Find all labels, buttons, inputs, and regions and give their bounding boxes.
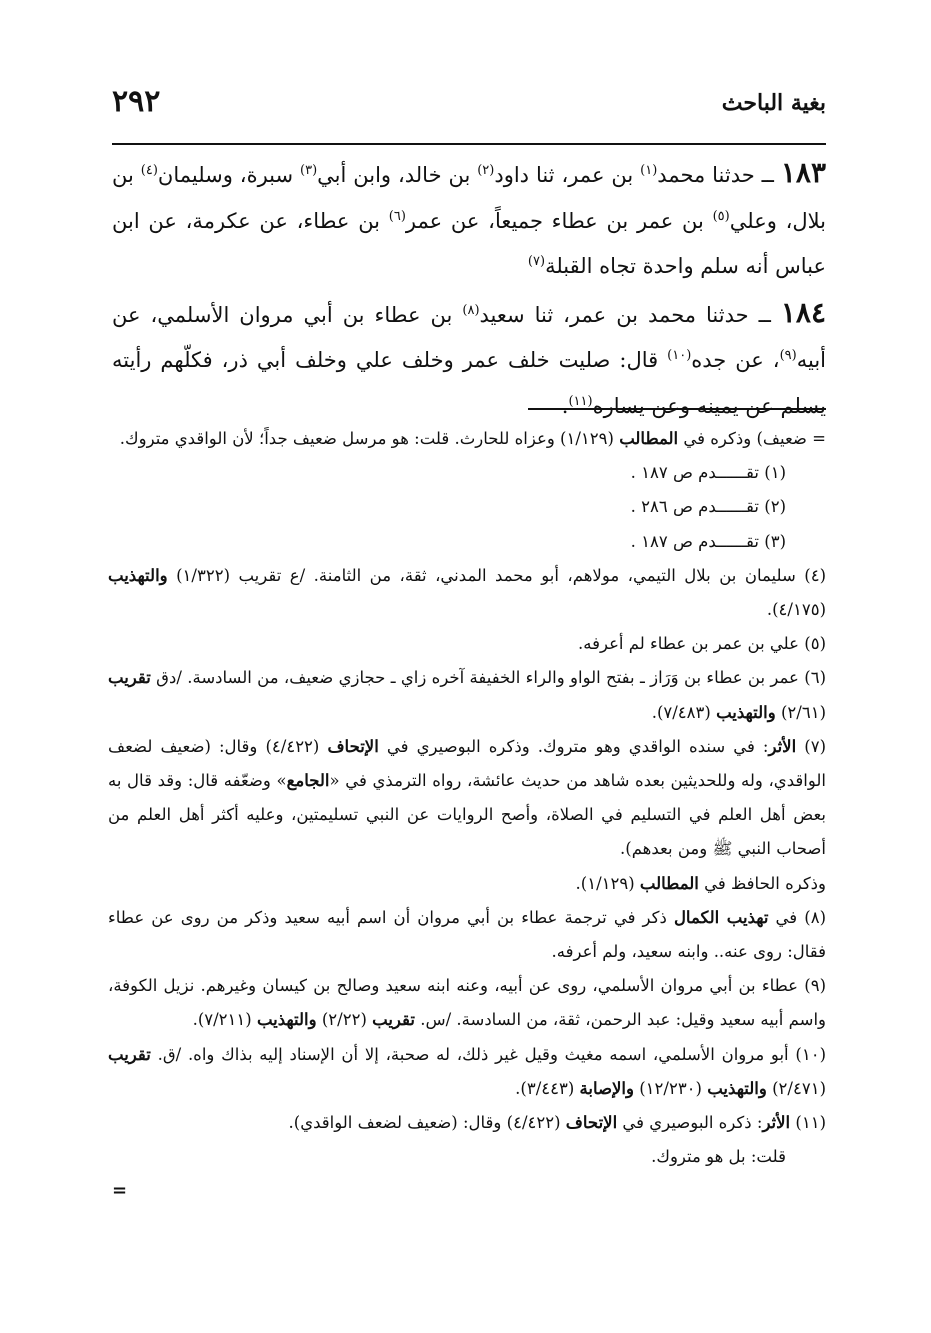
note-text: (٦) عمر بن عطاء بن وَرَاز ـ بفتح الواو والراء الخفيفة آخره زاي ـ حجازي ضعيف، من السادسة. /دق (150, 668, 826, 688)
footnote-3: (٣) تقــــــدم ص ١٨٧ . (630, 531, 786, 551)
footnote-4 (108, 559, 826, 627)
note-keyword: الأثر (762, 1113, 791, 1133)
book-title: تهذيب الكمال (673, 907, 769, 927)
footnote-ref: (٥) (712, 208, 730, 224)
hadith-text: بن بلال، وعلي (112, 163, 827, 233)
book-title: الإتحاف (565, 1113, 618, 1133)
book-title: والتهذيب (707, 1078, 767, 1098)
footnote-2: (٢) تقــــــدم ص ٢٨٦ . (630, 497, 786, 517)
page-number: ٢٩٢ (112, 84, 161, 119)
hadith-text: بن خالد، وابن أبي (317, 163, 478, 187)
hadith-text: بن عطاء بن أبي مروان الأسلمي، عن أبيه (112, 302, 827, 372)
book-title: والإصابة (579, 1078, 634, 1098)
footnote-9 (108, 969, 826, 1037)
hadith-text: ــ حدثنا محمد بن عمر، ثنا سعيد (479, 302, 781, 327)
note-text: (٨) في (768, 907, 826, 927)
note-text: (١/١٢٩) وعزاه للحارث. قلت: هو مرسل ضعيف جداً؛ لأن الواقدي متروك. (119, 429, 620, 448)
footnote-ref: (١) (640, 163, 658, 178)
note-text: وذكره الحافظ في (698, 873, 826, 893)
hadith-text: ــ حدثنا محمد (657, 163, 781, 187)
book-title: تقريب (108, 1044, 151, 1064)
footnote-7 (108, 730, 826, 867)
hadith-number: ١٨٣ (780, 156, 827, 189)
book-title: المطالب (639, 873, 699, 893)
footnote-ref: (٩) (779, 348, 797, 363)
book-title: المطالب (619, 429, 679, 448)
note-text: (١/١٢٩). (575, 873, 640, 893)
note-text: (٣/٤٤٣). (515, 1078, 580, 1098)
book-title: تقريب (108, 668, 151, 688)
footnote-continuation (108, 422, 826, 456)
hadith-text: بن عطاء، عن عكرمة، عن ابن عباس أنه سلم واحدة تجاه القبلة (112, 208, 826, 278)
footnote-8 (108, 901, 826, 969)
footnote-ref: (٢) (477, 163, 495, 178)
note-text: : ذكره البوصيري في (617, 1113, 763, 1133)
footnote-1: (١) تقــــــدم ص ١٨٧ . (630, 463, 786, 483)
hadith-text: . (561, 393, 569, 418)
note-text: (٧/٢١١). (192, 1010, 257, 1030)
note-keyword: الأثر (768, 736, 797, 756)
book-title: الإتحاف (327, 736, 379, 756)
note-text: (٤/١٧٥). (766, 600, 826, 620)
note-text: (٧) (796, 736, 827, 756)
note-text: (٤) سليمان بن بلال التيمي، مولاهم، أبو محمد المدني، ثقة، من الثامنة. /ع تقريب (١/٣٢٢) (167, 565, 827, 585)
note-text: (٩) عطاء بن أبي مروان الأسلمي، روى عن أبيه، وعنه ابنه سعيد وصالح بن كيسان وغيرهم. نزيل الكوفة، واسم أبيه سعيد وقيل: عبد الرحمن، ثقة، من السادسة. /س. (108, 976, 826, 1030)
book-title: تقريب (372, 1010, 415, 1030)
book-title: والتهذيب (716, 702, 776, 722)
page-header (112, 84, 826, 144)
footnote-ref: (١٠) (667, 348, 692, 363)
main-text (112, 150, 826, 429)
note-text: (٢/٦١) (775, 702, 826, 722)
footnote-ref: (٦) (388, 208, 406, 224)
note-text: (٤/٤٢٢) وقال: (ضعيف لضعف الواقدي). (288, 1113, 566, 1133)
note-text: (٤/٤٢٢) وقال: (ضعيف لضعف الواقدي، وله وللحديثين بعده شاهد من حديث عائشة، رواه الترمذي في « (108, 736, 826, 791)
book-title: الجامع (286, 771, 330, 791)
note-text: (١٠) أبو مروان الأسلمي، اسمه مغيث وقيل غير ذلك، له صحبة، إلا أن الإسناد إليه بذاك واه. /ق. (150, 1044, 826, 1064)
footnote-7-continued (108, 867, 826, 901)
header-rule (112, 143, 826, 145)
footnote-11-continued: قلت: بل هو متروك. (651, 1147, 786, 1167)
note-text: (٢/٤٧١) (766, 1078, 826, 1098)
hadith-text: قال: صليت خلف عمر وخلف علي وخلف أبي ذر، فكلّهم رأيته يسلم عن يمينه وعن يساره (112, 348, 826, 418)
running-title: بغية الباحث (721, 90, 826, 116)
footnote-ref: (٤) (140, 163, 158, 178)
footnote-6 (108, 661, 826, 729)
book-title: والتهذيب (256, 1010, 317, 1030)
footnote-separator (528, 408, 826, 410)
footnotes (108, 422, 826, 1174)
note-text: : في سنده الواقدي وهو متروك. وذكره البوصيري في (378, 736, 769, 756)
hadith-text: سبرة، وسليمان (157, 163, 301, 187)
hadith-text: ، عن جده (691, 348, 780, 372)
continuation-mark: = (112, 1180, 128, 1201)
hadith-text: بن عمر، ثنا داود (494, 163, 641, 187)
note-text: (٢/٢٢) (316, 1010, 373, 1030)
note-text: = ضعيف) وذكره في (678, 429, 826, 448)
footnote-10 (108, 1038, 826, 1106)
footnote-ref: (٧) (527, 254, 546, 269)
book-title: والتهذيب (108, 565, 168, 585)
note-text: (١٢/٢٣٠) (633, 1078, 708, 1098)
note-text: ذكر في ترجمة عطاء بن أبي مروان أن اسم أبيه سعيد وذكر من روى عن عطاء فقال: روى عنه.. وابنه سعيد، ولم أعرفه. (108, 907, 826, 962)
hadith-text: بن عمر بن عطاء جميعاً، عن عمر (405, 208, 713, 233)
footnote-11 (108, 1106, 826, 1140)
hadith-number: ١٨٤ (780, 295, 826, 329)
hadith-183 (112, 150, 826, 290)
note-text: (١١) (790, 1113, 826, 1133)
footnote-ref: (٣) (300, 163, 318, 178)
note-text: » وضعّفه قال: وقد قال به بعض أهل العلم في التسليم في الصلاة، وأصح الروايات عن النبي تسليمتين، وعليه أكثر أهل العلم من أصحاب النبي ﷺ ومن بعدهم). (108, 771, 826, 859)
footnote-5: (٥) علي بن عمر بن عطاء لم أعرفه. (577, 634, 826, 654)
footnote-ref: (١١) (568, 393, 593, 409)
note-text: (٧/٤٨٣). (651, 702, 717, 722)
footnote-ref: (٨) (462, 302, 480, 318)
